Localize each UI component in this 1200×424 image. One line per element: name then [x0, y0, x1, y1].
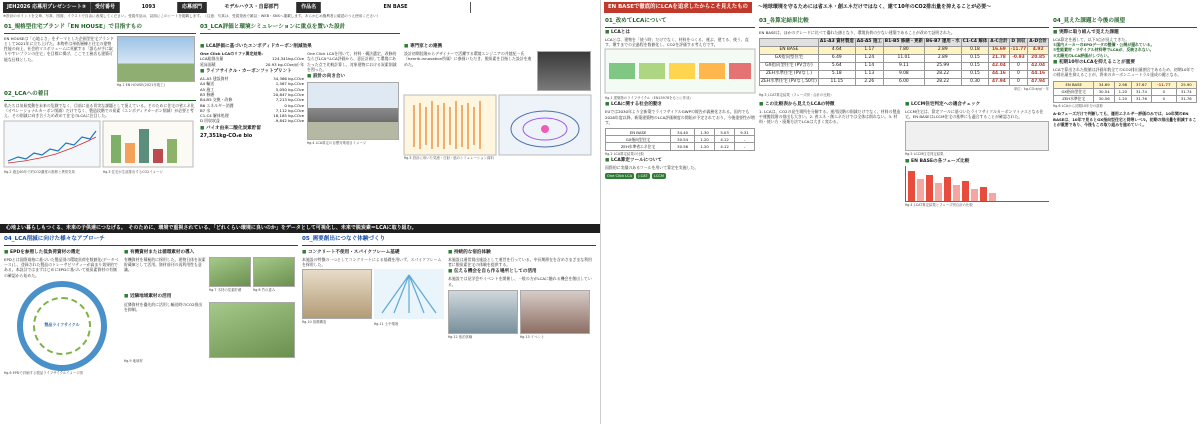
table-row: EN BASE 34.69 2.98 37.67 -11.77 25.90 — [1054, 81, 1197, 88]
lifecycle-label: 製品ライフサイクル — [44, 321, 80, 327]
section-01 — [4, 24, 196, 224]
co2-lifetime-chart — [103, 121, 193, 167]
stay-subtitle: ■ 持続的な宿泊体験 — [448, 250, 592, 256]
work-value: EN BASE — [321, 2, 471, 13]
local-region-map — [209, 302, 295, 358]
fig2-caption: fig.2 過去60年で約CO2濃度の推移と異常気象 — [4, 169, 75, 174]
spec-row: B7 水 7,112 kg-CO₂e — [200, 107, 304, 113]
spec-row: B6 エネルギー消費 0 kg-CO₂e — [200, 102, 304, 108]
table-row: GX指向型住宅 30.54 1.20 31.74 0 31.74 — [1054, 88, 1197, 95]
foundation-subtitle: ■ コンクリート不使用・スパイクフレーム基礎 — [302, 250, 444, 256]
header-note: ※設計のポイントを文章、写真、図面、イラストで自由に表現してください。受賞作品は、誌面にこのシートを掲載します。（注意：写真は、受賞発表で雑誌・WEB・SNSへ掲載します。あらかじめ権利者に確認のうえ使用ください） — [3, 14, 381, 18]
bamboo-photo — [253, 257, 295, 287]
phase-bar — [962, 181, 969, 201]
footprint-subtitle: ■ ライフサイクル・カーボンフットプリント — [200, 69, 304, 75]
spec-row: A1-A3 建設資材 34,366 kg-CO₂e — [200, 76, 304, 82]
first-decade-table — [1053, 81, 1197, 103]
issue-item: ①国内メーカーのEPDデータの整備・公開が遅れている。 — [1053, 42, 1155, 47]
first-decade-subtitle: ■ 初期10年のLCAを抑えることが重要 — [1053, 60, 1197, 66]
lca-eval-subtitle: ■ LCA評価に基づいたエンボディドカーボン削減効果 — [200, 44, 400, 50]
house-section-diagram — [307, 82, 399, 140]
table-row: GX指向型住宅 (PV含む) 5.64 1.14 9.11 25.99 0.15 42.04 0 42.04 — [760, 62, 1049, 70]
fig12-caption: fig.12 宿泊体験 — [448, 334, 473, 339]
right-section-01 — [605, 18, 755, 422]
design-subtitle: ■ 設計の向き合い — [307, 74, 399, 80]
tool-pill: One Click LCA — [607, 173, 633, 178]
spec-row: D 回収収益 -9,842 kg-CO₂e — [200, 118, 304, 124]
fig9-caption: fig.9 地域材 — [124, 358, 143, 363]
epd-subtitle: ■ EPDを参照した低負荷資材の選定 — [4, 250, 120, 256]
table-header-row: A1-A3 資材製造 A4-A5 施工 B1-B5 修繕・更新 B6-B7 運用・水 C1-C4 解体 A-C合計 D 回収 A-D合計 — [760, 38, 1049, 46]
r-fig6-caption: fig.6 LCAから初期10年分の抜粋 — [1053, 103, 1104, 108]
features-body: 1. LCAは、CO2の発生場所を分解する。運用段階の削減だけでなく、材料の製造や運搬段階の排出も大きい。2. 省エネ・創エネだけでは全体は削れない。3. 材料・使い方・廃棄方法でLCAは大きく変わる。 — [759, 108, 901, 125]
issues-body: LCA算定を通して、以下3点が見えてきた。 — [1053, 36, 1130, 42]
phase-bar — [989, 193, 996, 201]
lccm-subtitle: ■ LCCM住宅判定への適合チェック — [905, 102, 1049, 108]
phase-bar — [980, 187, 987, 201]
bio-label: ■ バイオ由来二酸化炭素貯留 — [200, 126, 304, 132]
lca-what-subtitle: ■ LCAとは — [605, 30, 755, 36]
foundation-body: 本施設の特徴の一つとしてコンクリートによる基礎を用いず、スパイクフレームを採用した。 — [302, 256, 442, 267]
social-body: EUでは2030年より全新築でライフサイクルGWPの報告が義務化される。国内でも2028年度以降、新築建築物のLCA評価制度の開始が予定されており、今後重要性が増す。 — [605, 109, 755, 125]
r-fig2-caption: fig.2 LCA算定結果の比較 — [605, 151, 644, 156]
expert-portrait — [537, 51, 591, 91]
table-row: ZEH水準住宅 (PVなし50年) 11.15 2.26 6.00 28.22 0.30 47.94 0 47.94 — [760, 78, 1049, 86]
phase-bar — [935, 183, 942, 201]
id-label: 受付番号 — [91, 2, 120, 13]
phase-bar-chart — [905, 166, 1049, 202]
section-04 — [4, 236, 298, 422]
spec-row: LCA総排出量 124,341kg-CO₂e — [200, 56, 304, 62]
right-badge: EN BASEで徹底的にLCAを追求したからこそ見えたもの — [604, 2, 752, 13]
phase-subtitle: ■ EN BASEの各フェーズ比較 — [905, 159, 1049, 165]
table-row: EN BASE 4.64 1.17 7.80 2.89 0.18 16.69 -11.77 4.92 — [760, 46, 1049, 54]
r-fig5-caption: fig.5 LCCM住宅判定結果 — [905, 152, 944, 157]
lccm-table-image — [905, 121, 1049, 151]
section-02-body: 私たちは気候変動を未来の危険でなく、目前に迫る切実な課題として捉えている。そのために住宅の省エネ化（オペレーショナルカーボン削減）だけでなく、製造段階での炭素（エンボディドカーボン削減）が必要と考え、その削減に向き合うため改めて住宅のLCAに注目した。 — [4, 102, 195, 119]
spec-row: B4-B5 交換・改修 7,213 kg-CO₂e — [200, 97, 304, 103]
id-value: 1093 — [120, 2, 178, 13]
expert-body: 設計初期段階からデザイナーで活躍する環境エンジニアの井越紀一氏（henrik-innovation所属）に参画いただき、脱炭素を目指した設計を進めた。 — [404, 51, 532, 67]
lifecycle-flow-diagram — [605, 49, 755, 93]
tool-label: One Click LCAのリファ算定結果: — [200, 51, 263, 57]
organic-body: 有機資材を積極的に採用した。建物日体を炭素貯蔵庫として活用。資材前刊の再利用性も意識。 — [124, 256, 206, 273]
unit-note: 単位：kg-CO₂e/㎡・年 — [1013, 87, 1049, 92]
fig11-caption: fig.11 土中環境 — [374, 321, 399, 326]
fig1-caption: fig.1 EN HOUSE(2021年竣工) — [117, 82, 165, 87]
r-section-01-title: 01_改めてLCAについて — [605, 18, 755, 28]
mission-band: 心地よい暮らしもつくる、未来の子供達につなげる。 そのために、環境で重視されている、「どれくらい環境に良いのか」をデータとして可視化し、未来で脱炭素＝LCAに取り組む。 — [0, 224, 600, 233]
table-row: ZEH水準住宅 30.56 1.20 31.76 0 31.76 — [1054, 95, 1197, 102]
closing-body: A-Dフェーズだけで判断しても、運用エネルギー評価のみでは、10年間のEN BASEは、10年で見るとGX指向型住宅と同等レベル。初期の排出量を削減することが重要であり、今後もこの取り組みを進めていく。 — [1053, 111, 1197, 128]
dept-value: モデルハウス・自邸部門 — [207, 2, 297, 13]
right-section-04 — [1053, 18, 1197, 422]
right-page — [600, 0, 1200, 424]
fig3-caption: fig.3 住宅が生涯排出するCO2イメージ — [103, 169, 163, 174]
local-subtitle: ■ 近隣地域素材の活用 — [124, 294, 296, 300]
section-01-body: EN HOUSEは「心地よさ」をテーマとした企画型住宅ブランドとして2021年に立ち上げた。本物件は単低層棟と住宅の建物性能の向上、社会的マスボリュームに貢献する「誰もが手に取りやすいプランの住宅」を目標に掲げ、ここで工務店も建築可能な仕様とした。 — [4, 35, 114, 62]
stay-photo — [448, 290, 518, 334]
work-label: 作品名 — [297, 2, 321, 13]
solar-simulation — [499, 95, 591, 155]
organic-subtitle: ■ 有機資材または循環素材の導入 — [124, 250, 296, 256]
fig10-caption: fig.10 基礎構造 — [302, 320, 327, 325]
soil-diagram — [374, 269, 444, 319]
event-photo — [520, 290, 590, 334]
spec-row: 延床面積 20.93 kg-CO₂e/㎡·年 — [200, 61, 304, 67]
right-subtitle: ～地球環境を守るためには省エネ・創エネだけではなく、建て10年のCO2排出量を抑えることが必要～ — [757, 4, 992, 11]
right-section-03 — [759, 18, 1049, 422]
lca-what-body: LCAとは、建物を「使う時」だけでなく、材料をつくる、運ぶ、建てる、使う、直す、壊すまでの全過程を数値化し、CO2を評価する考え方です。 — [605, 36, 749, 47]
tool-pill: J-CAT — [638, 173, 648, 178]
table-row: ZEH水準住宅 (PVなし) 5.18 1.13 9.08 28.22 0.15 44.16 0 44.16 — [760, 70, 1049, 78]
r-section-03-intro: EN BASEは、ほかのグレードに比べて優れた値となり、環境負荷の少ない建築であることが改めて証明された。 — [759, 29, 955, 35]
spec-row: C1-C4 解体処理 18,185 kg-CO₂e — [200, 113, 304, 119]
fig13-caption: fig.13 イベント — [520, 334, 545, 339]
phase-bar — [917, 179, 924, 201]
section-01-title: 01_規格型住宅ブランド「EN HOUSE」で目指すもの — [4, 24, 196, 34]
section-02-title: 02_LCAへの着目 — [4, 91, 196, 101]
phase-bar — [926, 175, 933, 201]
phase-bar — [908, 171, 915, 201]
issue-item: ②性能素材・リサイクル材料等でLCAが、反映されない。 — [1053, 47, 1154, 53]
timber-photo — [209, 257, 251, 287]
table-row: ZEH水準省エネ住宅 30.56 1.20 4.12 - — [606, 143, 755, 150]
issues-subtitle: ■ 実際に取り組んで見えた課題 — [1053, 30, 1197, 36]
en-house-photo — [117, 36, 195, 82]
issue-item: ③太陽光のLCA評価がしづらい。 — [1053, 52, 1112, 58]
section-04-title: 04_LCA削減に向けた様々なアプローチ — [4, 236, 298, 246]
section-05-title: 05_需要創出につなぐ体験づくり — [302, 236, 596, 246]
section-05 — [302, 236, 596, 422]
fig6-caption: fig.6 EPDで評価する製品ライフサイクルイメージ図 — [4, 371, 83, 376]
r-section-04-title: 04_見えた課題と今後の展望 — [1053, 18, 1197, 28]
expert-subtitle: ■ 専門家との連携 — [404, 44, 594, 50]
social-subtitle: ■ LCAに関する社会的動き — [605, 102, 755, 108]
fig7-caption: fig.7 木材の炭素貯蔵 — [209, 287, 242, 292]
section-03 — [200, 24, 596, 222]
foundation-photo — [302, 269, 372, 319]
tool-body: 国際的に実績のあるツールを用いて算定を実施した。 — [605, 165, 699, 171]
right-header — [604, 2, 991, 13]
fig8-caption: fig.8 竹の恵み — [253, 287, 276, 292]
r-fig4-caption: fig.4 J-CAT算定結果とフェーズ別合計の比較 — [905, 203, 973, 208]
events-body: 本施設では見学会やイベントを開催し、一般の方がLCAに触れる機会を創出している。 — [448, 276, 592, 287]
fig5-caption: fig.5 設計に用いた気流・日射・風のシミュレーション資料 — [404, 156, 494, 161]
bio-value: 27,351kg-CO₂e bio — [200, 132, 253, 139]
doc-title: JEH2026 応募用プレゼンシート③ — [3, 2, 91, 13]
table-row: GX指向型住宅 30.54 1.20 4.12 - — [606, 136, 755, 143]
dept-label: 応募部門 — [178, 2, 207, 13]
epd-body: EPDとは国際規格に基づいた製品別の環境負荷を数値化(データベース)し、登録された製品のトレーサビリティーが高まり効果的である。本設計ではまずはじめにEPDに基づいて低炭素資材の有無の確認から始めた。 — [4, 256, 119, 278]
r-fig3-caption: fig.3 J-CAT算定結果（フェーズ別・合計の比較） — [759, 93, 834, 98]
spec-row: A4 輸送 1,567 kg-CO₂e — [200, 81, 304, 87]
features-subtitle: ■ この比較表から見えたLCAの特徴 — [759, 102, 901, 108]
mini-compare-table — [605, 128, 755, 150]
spec-row: B3 修繕 20,847 kg-CO₂e — [200, 91, 304, 97]
local-body: 近隣資材を優先的に活用し輸送時のCO2排出を抑制。 — [124, 301, 203, 312]
r-fig1-caption: fig.1 建築物のライフサイクル（EN15978をもとに作成） — [605, 95, 693, 100]
lccm-body: LCCM住宅は、算定ツールに基づいたライフサイクルカーボンマイナスとなる住宅。EN BASEはLCCM住宅の基準にも適合することが確認された。 — [905, 108, 1044, 120]
section-03-title: 03_LCA評価と環境シミュレーションに重点を置いた設計 — [200, 24, 400, 34]
tool-pill: LCCM — [653, 173, 664, 178]
spec-row: A5 施工 5,050 kg-CO₂e — [200, 86, 304, 92]
lca-intro: One Click LCAを用いて、材料・構法選定、改修的ならびLCAへLCA評価から、意匠計画して環境にあたった点で比較計算し、対象建物における炭素削減を図った。 — [307, 51, 397, 72]
phase-bar — [944, 177, 951, 201]
r-section-03-title: 03_各算定結果比較 — [759, 18, 1049, 28]
phase-bar — [971, 189, 978, 201]
co2-trend-chart — [4, 121, 100, 167]
phase-bar — [953, 185, 960, 201]
tool-subtitle: ■ LCA算定ツールについて — [605, 158, 755, 164]
table-row: EN BASE 34.40 1.30 5.03 9.31 — [606, 129, 755, 136]
first-decade-body: LCAで算出された数値は評価年数全てのCO2排出量割合であるため、初期10年での排出量を抑えることが、将来のカーボンニュートラル達成の鍵となる。 — [1053, 66, 1195, 78]
events-subtitle: ■ 伝える機会を自ら作る場所としての活用 — [448, 269, 592, 275]
sheet-header — [3, 2, 471, 13]
table-row: GX指向型住宅 6.49 1.24 11.01 2.89 0.15 21.78 -0.93 20.85 — [760, 54, 1049, 62]
lca-results-table — [759, 38, 1049, 87]
stay-body: 本施設は通常貸出施設として運営を行っている。中長期滞在を含めさまざまな利用者に脱炭素住宅の体験を提供する。 — [448, 256, 592, 267]
fig4-caption: fig.4 LCA算定の目標対策項目イメージ — [307, 141, 367, 146]
airflow-simulation — [404, 95, 496, 155]
